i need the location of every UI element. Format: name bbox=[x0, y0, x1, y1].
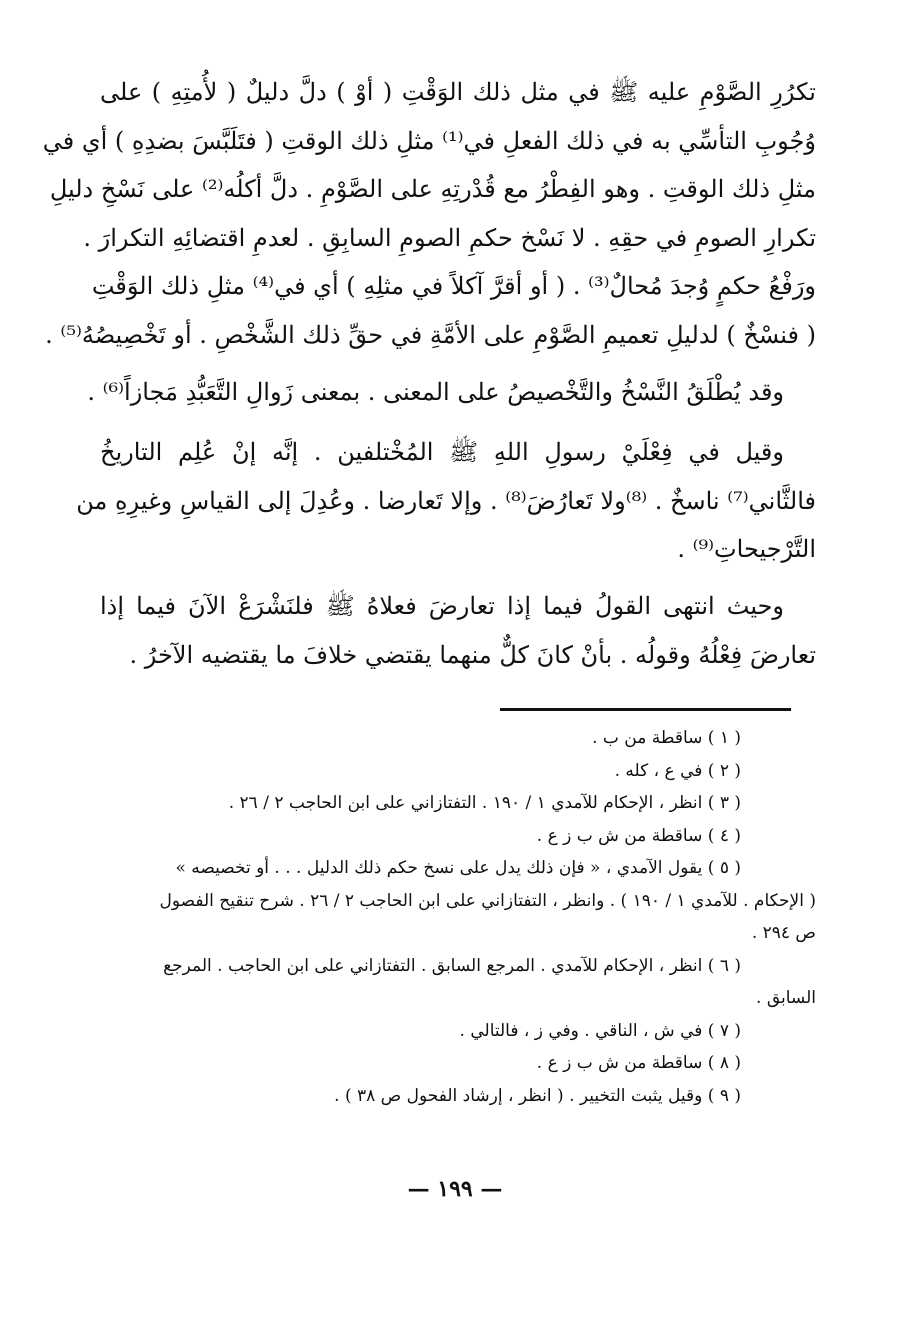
text-line: التَّرْجيحاتِ⁽⁹⁾ . bbox=[677, 535, 816, 563]
text-line: مثلِ ذلك الوقتِ . وهو الفِطْرُ مع قُدْرتِهِ على الصَّوْمِ . دلَّ أكلُه⁽²⁾ على نَسْخِ دليلِ bbox=[49, 175, 816, 203]
footnote: ( ٣ ) انظر ، الإحكام للآمدي ١ / ١٩٠ . التفتازاني على ابن الحاجب ٢ / ٢٦ . bbox=[228, 793, 741, 813]
text-line: وُجُوبِ التأسِّي به في ذلك الفعلِ في⁽¹⁾ مثلِ ذلك الوقتِ ( فتَلَبَّسَ بضدِهِ ) أي في bbox=[42, 126, 816, 155]
footnote-continuation: ( الإحكام . للآمدي ١ / ١٩٠ ) . وانظر ، التفتازاني على ابن الحاجب ٢ / ٢٦ . شرح تنقيح الفصول bbox=[159, 890, 816, 911]
page-number: — ١٩٩ — bbox=[407, 1176, 503, 1202]
text-line: تعارضَ فِعْلُهُ وقولُه . بأنْ كانَ كلٌّ منهما يقتضي خلافَ ما يقتضيه الآخرُ . bbox=[129, 640, 816, 669]
footnote: ( ٢ ) في ع ، كله . bbox=[614, 760, 741, 781]
paragraph-1 bbox=[42, 68, 816, 359]
footnote-continuation: ص ٢٩٤ . bbox=[751, 923, 816, 943]
footnote: ( ١ ) ساقطة من ب . bbox=[592, 728, 741, 748]
footnote: ( ٨ ) ساقطة من ش ب ز ع . bbox=[536, 1053, 741, 1073]
text-line: ورَفْعُ حكمٍ وُجدَ مُحالٌ⁽³⁾ . ( أو أقرَّ آكلاً في مثلِهِ ) أي في⁽⁴⁾ مثلِ ذلك الوَقْتِ bbox=[91, 272, 816, 300]
footnote: ( ٥ ) يقول الآمدي ، « فإن ذلك يدل على نسخ حكم ذلك الدليل . . . أو تخصيصه » bbox=[175, 858, 741, 878]
footnote: ( ٧ ) في ش ، الناقي . وفي ز ، فالتالي . bbox=[459, 1020, 741, 1041]
footnotes bbox=[100, 722, 816, 1112]
paragraph-2 bbox=[87, 368, 816, 417]
footnote: ( ٦ ) انظر ، الإحكام للآمدي . المرجع السابق . التفتازاني على ابن الحاجب . المرجع bbox=[163, 955, 741, 976]
footnote: ( ٤ ) ساقطة من ش ب ز ع . bbox=[536, 825, 741, 846]
text-line: وحيث انتهى القولُ فيما إذا تعارضَ فعلاهُ ﷺ فلنَشْرَعْ الآنَ فيما إذا bbox=[100, 592, 784, 620]
text-line: ( فنسْخٌ ) لدليلِ تعميمِ الصَّوْمِ على الأمَّةِ في حقِّ ذلك الشَّخْصِ . أو تَخْصِيصُهُ⁽⁵⁾ . bbox=[45, 320, 816, 349]
text-line: تكرُرِ الصَّوْمِ عليه ﷺ في مثل ذلك الوَقْتِ ( أوْ ) دلَّ دليلٌ ( لأُمتِهِ ) على bbox=[100, 78, 816, 106]
footnote-separator bbox=[500, 708, 791, 711]
paragraph-3 bbox=[76, 428, 816, 574]
text-line: وقد يُطْلَقُ النَّسْخُ والتَّخْصيصُ على المعنى . بمعنى زَوالِ التَّعَبُّدِ مَجازاً⁽⁶⁾ . bbox=[87, 378, 784, 406]
text-line: تكرارِ الصومِ في حقِهِ . لا نَسْخ حكمِ الصومِ السابِقِ . لعدمِ اقتضائِهِ التكرارَ . bbox=[83, 223, 816, 252]
footnote: ( ٩ ) وقيل يثبت التخيير . ( انظر ، إرشاد الفحول ص ٣٨ ) . bbox=[334, 1085, 741, 1106]
footnote-continuation: السابق . bbox=[756, 988, 816, 1008]
text-line: وقيل في فِعْلَيْ رسولِ اللهِ ﷺ المُخْتلفين . إنَّه إنْ عُلِم التاريخُ bbox=[100, 438, 784, 466]
paragraph-4 bbox=[100, 582, 816, 679]
text-line: فالثَّاني⁽⁷⁾ ناسخٌ . ⁽⁸⁾ولا تَعارُضَ⁽⁸⁾ . وإلا تَعارضا . وعُدِلَ إلى القياسِ وغيرِهِ من bbox=[76, 486, 816, 515]
